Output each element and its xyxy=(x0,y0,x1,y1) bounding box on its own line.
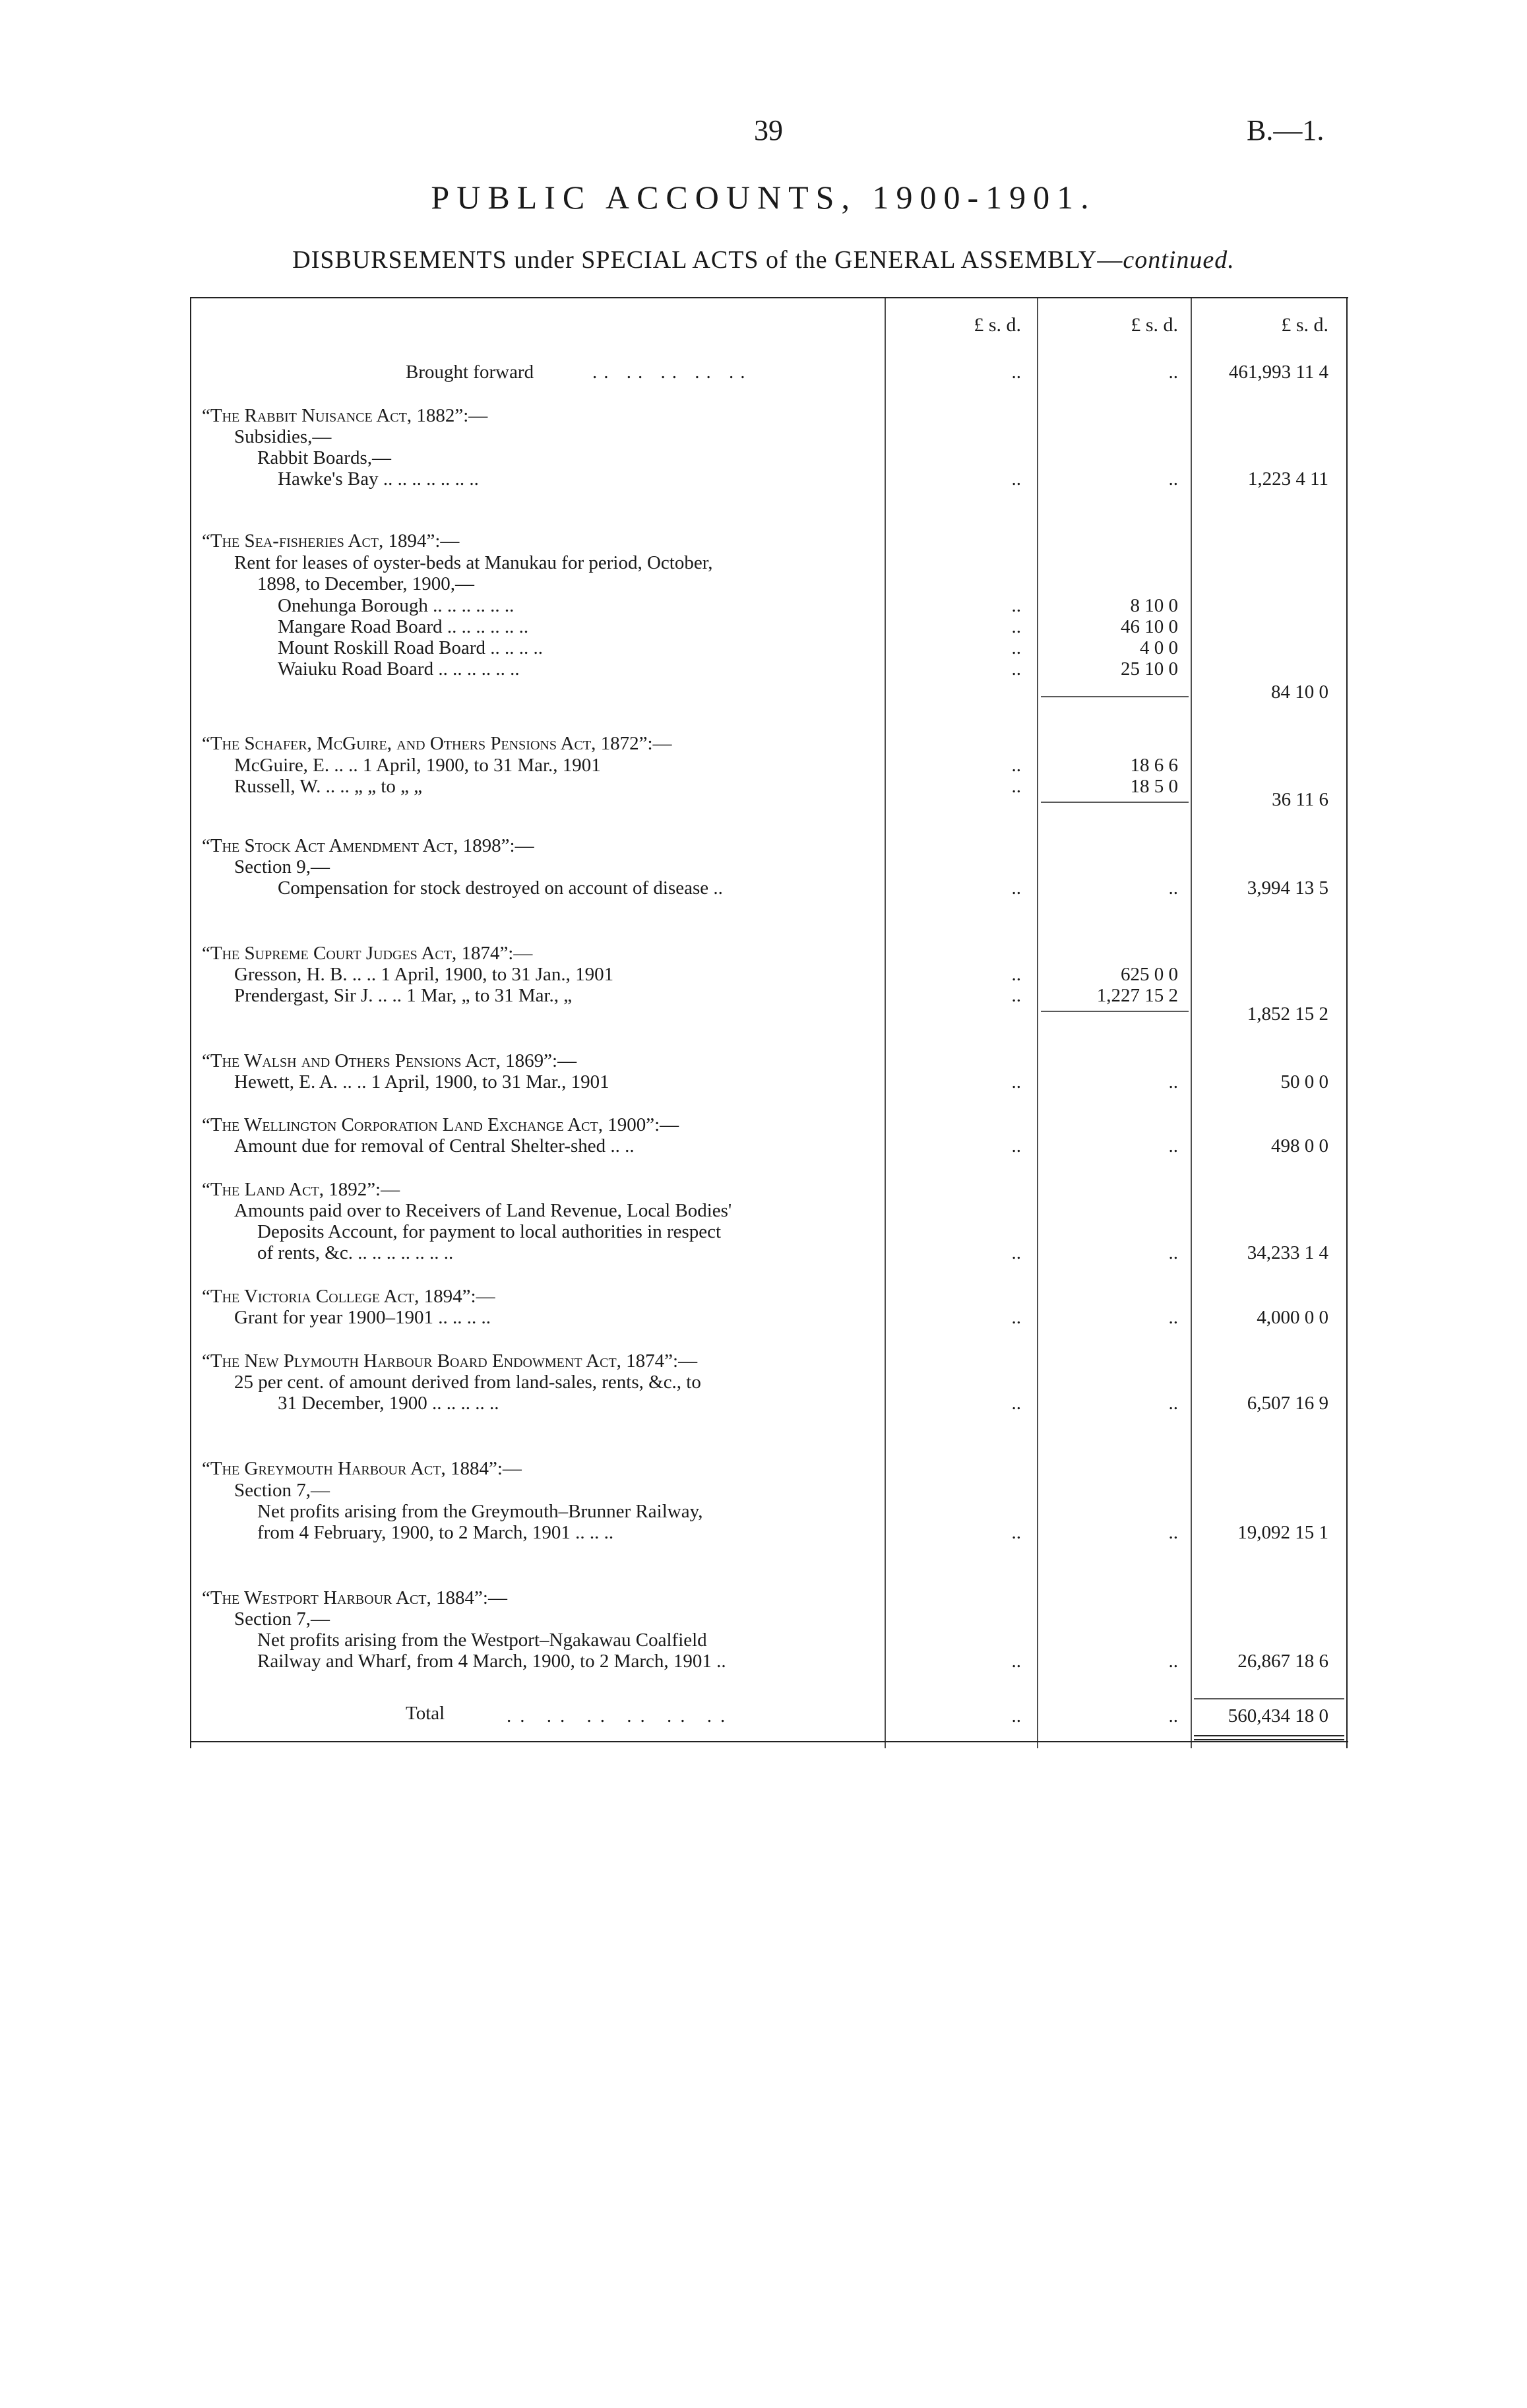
judges-item-c2: 625 0 0 xyxy=(1121,964,1178,985)
col-header-3: £ s. d. xyxy=(1281,314,1328,336)
stock-line-1: Section 9,— xyxy=(234,856,330,877)
sea-item-c2: 4 0 0 xyxy=(1140,637,1178,658)
brought-forward-c3: 461,993 11 4 xyxy=(1228,362,1328,383)
brought-forward-c2: .. xyxy=(1168,362,1178,383)
greymouth-c3: 19,092 15 1 xyxy=(1237,1522,1328,1543)
brought-forward-dots: .. .. .. .. .. xyxy=(592,362,752,383)
westport-line-3: Railway and Wharf, from 4 March, 1900, to 2 March, 1901 .. xyxy=(257,1651,726,1672)
greymouth-line-2: Net profits arising from the Greymouth–Brunner Railway, xyxy=(257,1501,703,1522)
rabbit-c2: .. xyxy=(1168,468,1178,490)
page-number: 39 xyxy=(754,114,783,146)
rabbit-line-1: Subsidies,— xyxy=(234,426,332,447)
act-heading-sea-fisheries: “The Sea-fisheries Act, 1894”:— xyxy=(202,530,460,552)
act-heading-new-plymouth: “The New Plymouth Harbour Board Endowment Act, 1874”:— xyxy=(202,1350,698,1372)
westport-line-1: Section 7,— xyxy=(234,1608,330,1630)
land-line-1: Amounts paid over to Receivers of Land Revenue, Local Bodies' xyxy=(234,1200,732,1221)
sea-item-c2: 46 10 0 xyxy=(1121,616,1178,637)
land-c3: 34,233 1 4 xyxy=(1247,1242,1328,1263)
wellington-line-1: Amount due for removal of Central Shelter-shed .. .. xyxy=(234,1135,635,1156)
westport-c1: .. xyxy=(1011,1651,1021,1672)
rabbit-c3: 1,223 4 11 xyxy=(1247,468,1328,490)
act-heading-greymouth: “The Greymouth Harbour Act, 1884”:— xyxy=(202,1458,522,1479)
land-line-2: Deposits Account, for payment to local authorities in respect xyxy=(257,1221,722,1242)
plymouth-c1: .. xyxy=(1011,1393,1021,1414)
schafer-item-label: Russell, W. .. .. „ „ to „ „ xyxy=(234,776,423,797)
wellington-c2: .. xyxy=(1168,1135,1178,1156)
greymouth-c1: .. xyxy=(1011,1522,1021,1543)
sea-item-label: Onehunga Borough .. .. .. .. .. .. xyxy=(278,595,514,616)
total-c1: .. xyxy=(1011,1705,1021,1727)
page-subtitle xyxy=(0,245,1527,274)
total-label: Total xyxy=(406,1703,445,1724)
sea-c3: 84 10 0 xyxy=(1271,681,1328,703)
greymouth-c2: .. xyxy=(1168,1522,1178,1543)
land-c2: .. xyxy=(1168,1242,1178,1263)
total-dots: .. .. .. .. .. .. xyxy=(507,1705,734,1727)
westport-c2: .. xyxy=(1168,1651,1178,1672)
act-heading-wellington: “The Wellington Corporation Land Exchange Act, 1900”:— xyxy=(202,1114,679,1135)
sea-item-label: Waiuku Road Board .. .. .. .. .. .. xyxy=(278,658,520,680)
westport-line-2: Net profits arising from the Westport–Ngakawau Coalfield xyxy=(257,1630,707,1651)
rabbit-line-3: Hawke's Bay .. .. .. .. .. .. .. xyxy=(278,468,479,490)
act-heading-schafer: “The Schafer, McGuire, and Others Pensions Act, 1872”:— xyxy=(202,733,672,754)
sea-line-1: Rent for leases of oyster-beds at Manukau for period, October, xyxy=(234,552,713,573)
subtitle-continued: continued. xyxy=(1123,246,1235,274)
judges-c3: 1,852 15 2 xyxy=(1247,1003,1328,1025)
schafer-item-c2: 18 6 6 xyxy=(1130,755,1178,776)
judges-item-c1: .. xyxy=(1011,964,1021,985)
judges-item-label: Gresson, H. B. .. .. 1 April, 1900, to 31 Jan., 1901 xyxy=(234,964,614,985)
land-line-3: of rents, &c. .. .. .. .. .. .. .. xyxy=(257,1242,454,1263)
sea-item-c1: .. xyxy=(1011,616,1021,637)
judges-item-label: Prendergast, Sir J. .. .. 1 Mar, „ to 31 Mar., „ xyxy=(234,985,573,1006)
victoria-c3: 4,000 0 0 xyxy=(1257,1307,1328,1328)
sea-item-c1: .. xyxy=(1011,637,1021,658)
page-code: B.—1. xyxy=(1247,114,1324,146)
schafer-item-c2: 18 5 0 xyxy=(1130,776,1178,797)
rabbit-line-2: Rabbit Boards,— xyxy=(257,447,391,468)
act-heading-rabbit: “The Rabbit Nuisance Act, 1882”:— xyxy=(202,405,488,426)
walsh-c2: .. xyxy=(1168,1071,1178,1093)
judges-item-c1: .. xyxy=(1011,985,1021,1006)
victoria-line-1: Grant for year 1900–1901 .. .. .. .. xyxy=(234,1307,491,1328)
wellington-c3: 498 0 0 xyxy=(1271,1135,1328,1156)
total-c2: .. xyxy=(1168,1705,1178,1727)
rabbit-c1: .. xyxy=(1011,468,1021,490)
schafer-item-c1: .. xyxy=(1011,776,1021,797)
judges-item-c2: 1,227 15 2 xyxy=(1096,985,1178,1006)
sea-item-c2: 25 10 0 xyxy=(1121,658,1178,680)
act-heading-judges: “The Supreme Court Judges Act, 1874”:— xyxy=(202,943,533,964)
stock-c2: .. xyxy=(1168,877,1178,899)
greymouth-line-1: Section 7,— xyxy=(234,1480,330,1501)
sea-item-c2: 8 10 0 xyxy=(1130,595,1178,616)
wellington-c1: .. xyxy=(1011,1135,1021,1156)
brought-forward-c1: .. xyxy=(1011,362,1021,383)
plymouth-line-2: 31 December, 1900 .. .. .. .. .. xyxy=(278,1393,499,1414)
total-c3: 560,434 18 0 xyxy=(1228,1705,1328,1727)
sea-item-label: Mangare Road Board .. .. .. .. .. .. xyxy=(278,616,529,637)
schafer-c3: 36 11 6 xyxy=(1272,789,1328,810)
schafer-item-c1: .. xyxy=(1011,755,1021,776)
subtitle-main: DISBURSEMENTS under SPECIAL ACTS of the GENERAL ASSEMBLY— xyxy=(292,246,1123,274)
sea-item-c1: .. xyxy=(1011,595,1021,616)
sea-item-c1: .. xyxy=(1011,658,1021,680)
plymouth-c2: .. xyxy=(1168,1393,1178,1414)
col-header-2: £ s. d. xyxy=(1131,314,1178,336)
sea-item-label: Mount Roskill Road Board .. .. .. .. xyxy=(278,637,543,658)
page-title: PUBLIC ACCOUNTS, 1900-1901. xyxy=(431,179,1096,216)
plymouth-line-1: 25 per cent. of amount derived from land-sales, rents, &c., to xyxy=(234,1372,701,1393)
walsh-c1: .. xyxy=(1011,1071,1021,1093)
brought-forward-label: Brought forward xyxy=(406,362,534,383)
act-heading-victoria: “The Victoria College Act, 1894”:— xyxy=(202,1286,495,1307)
schafer-item-label: McGuire, E. .. .. 1 April, 1900, to 31 Mar., 1901 xyxy=(234,755,601,776)
walsh-line-1: Hewett, E. A. .. .. 1 April, 1900, to 31 Mar., 1901 xyxy=(234,1071,609,1093)
plymouth-c3: 6,507 16 9 xyxy=(1247,1393,1328,1414)
act-heading-land: “The Land Act, 1892”:— xyxy=(202,1179,400,1200)
stock-c1: .. xyxy=(1011,877,1021,899)
stock-c3: 3,994 13 5 xyxy=(1247,877,1328,899)
col-header-1: £ s. d. xyxy=(974,314,1021,336)
disbursements-table xyxy=(190,297,1348,1748)
act-heading-westport: “The Westport Harbour Act, 1884”:— xyxy=(202,1587,507,1608)
act-heading-stock: “The Stock Act Amendment Act, 1898”:— xyxy=(202,835,534,856)
greymouth-line-3: from 4 February, 1900, to 2 March, 1901 .. .. .. xyxy=(257,1522,614,1543)
walsh-c3: 50 0 0 xyxy=(1280,1071,1328,1093)
land-c1: .. xyxy=(1011,1242,1021,1263)
victoria-c1: .. xyxy=(1011,1307,1021,1328)
sea-line-2: 1898, to December, 1900,— xyxy=(257,573,475,594)
stock-line-2: Compensation for stock destroyed on account of disease .. xyxy=(278,877,723,899)
act-heading-walsh: “The Walsh and Others Pensions Act, 1869”:— xyxy=(202,1050,577,1071)
victoria-c2: .. xyxy=(1168,1307,1178,1328)
westport-c3: 26,867 18 6 xyxy=(1237,1651,1328,1672)
